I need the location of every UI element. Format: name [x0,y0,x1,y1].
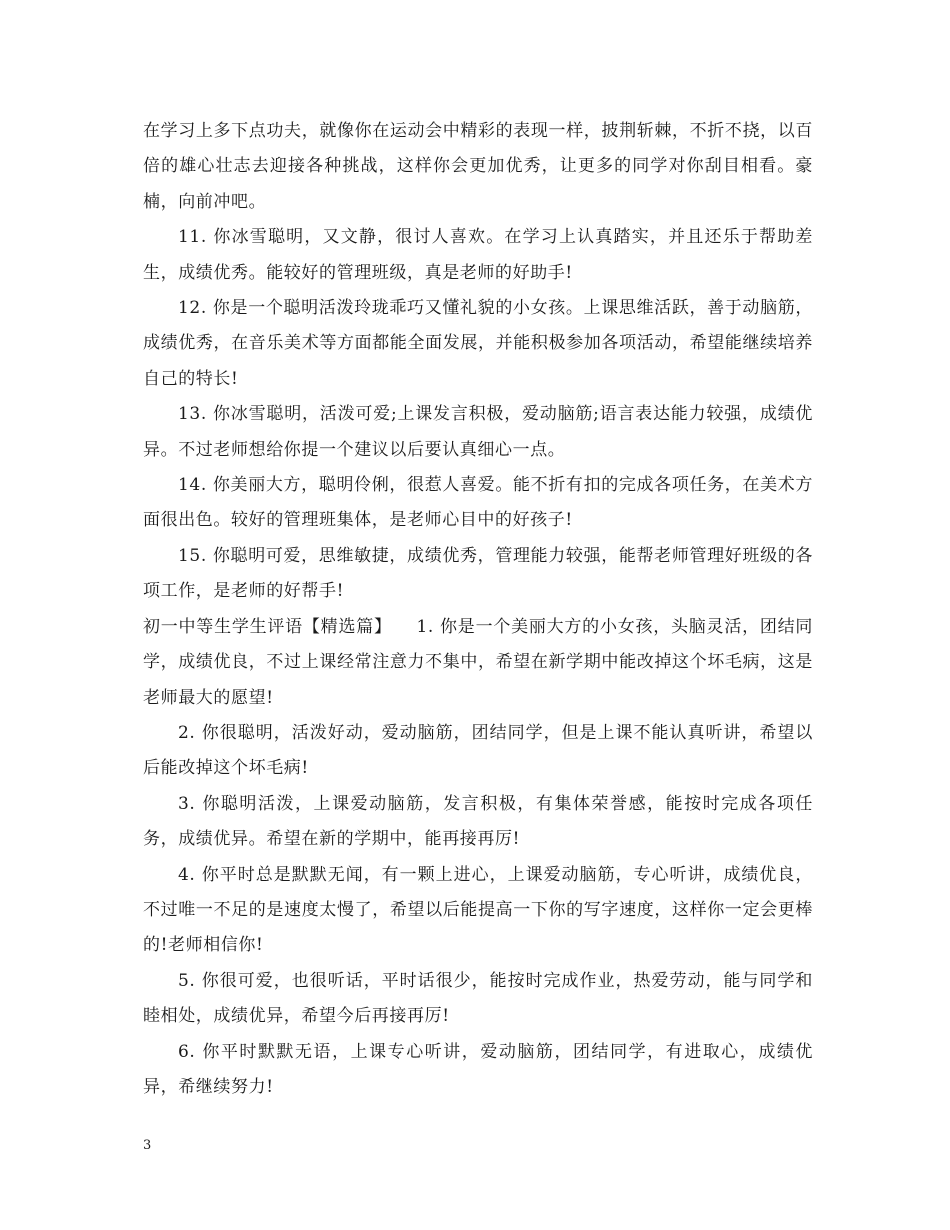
paragraph-item-5: 5. 你很可爱，也很听话，平时话很少，能按时完成作业，热爱劳动，能与同学和睦相处，成绩优异，希望今后再接再厉! [143,970,813,1027]
paragraph-item-14: 14. 你美丽大方，聪明伶俐，很惹人喜爱。能不折有扣的完成各项任务，在美术方面很出色。较好的管理班集体，是老师心目中的好孩子! [143,475,813,531]
paragraph-item-15: 15. 你聪明可爱，思维敏捷，成绩优秀，管理能力较强，能帮老师管理好班级的各项工作，是老师的好帮手! [143,545,813,602]
document-body [143,114,813,1105]
paragraph-item-12: 12. 你是一个聪明活泼玲珑乖巧又懂礼貌的小女孩。上课思维活跃，善于动脑筋，成绩优秀，在音乐美术等方面都能全面发展，并能积极参加各项活动，希望能继续培养自己的特长! [143,298,813,389]
paragraph-item-2: 2. 你很聪明，活泼好动，爱动脑筋，团结同学，但是上课不能认真听讲，希望以后能改掉这个坏毛病! [143,722,813,779]
paragraph-item-6: 6. 你平时默默无语，上课专心听讲，爱动脑筋，团结同学，有进取心，成绩优异，希继续努力! [143,1041,813,1097]
paragraph-item-3: 3. 你聪明活泼，上课爱动脑筋，发言积极，有集体荣誉感，能按时完成各项任务，成绩优异。希望在新的学期中，能再接再厉! [143,793,813,850]
section-heading-paragraph: 初一中等生学生评语【精选篇】 1. 你是一个美丽大方的小女孩，头脑灵活，团结同学，成绩优良，不过上课经常注意力不集中，希望在新学期中能改掉这个坏毛病，这是老师最大的愿望! [143,616,813,708]
paragraph-item-4: 4. 你平时总是默默无闻，有一颗上进心，上课爱动脑筋，专心听讲，成绩优良，不过唯一不足的是速度太慢了，希望以后能提高一下你的写字速度，这样你一定会更棒的!老师相信你! [143,864,813,956]
paragraph-item-11: 11. 你冰雪聪明，又文静，很讨人喜欢。在学习上认真踏实，并且还乐于帮助差生，成绩优秀。能较好的管理班级，真是老师的好助手! [143,227,813,283]
page-number: 3 [143,1138,152,1153]
paragraph-continuation: 在学习上多下点功夫，就像你在运动会中精彩的表现一样，披荆斩棘，不折不挠，以百倍的雄心壮志去迎接各种挑战，这样你会更加优秀，让更多的同学对你刮目相看。豪楠，向前冲吧。 [143,121,813,212]
paragraph-item-13: 13. 你冰雪聪明，活泼可爱;上课发言积极，爱动脑筋;语言表达能力较强，成绩优异。不过老师想给你提一个建议以后要认真细心一点。 [143,404,813,460]
